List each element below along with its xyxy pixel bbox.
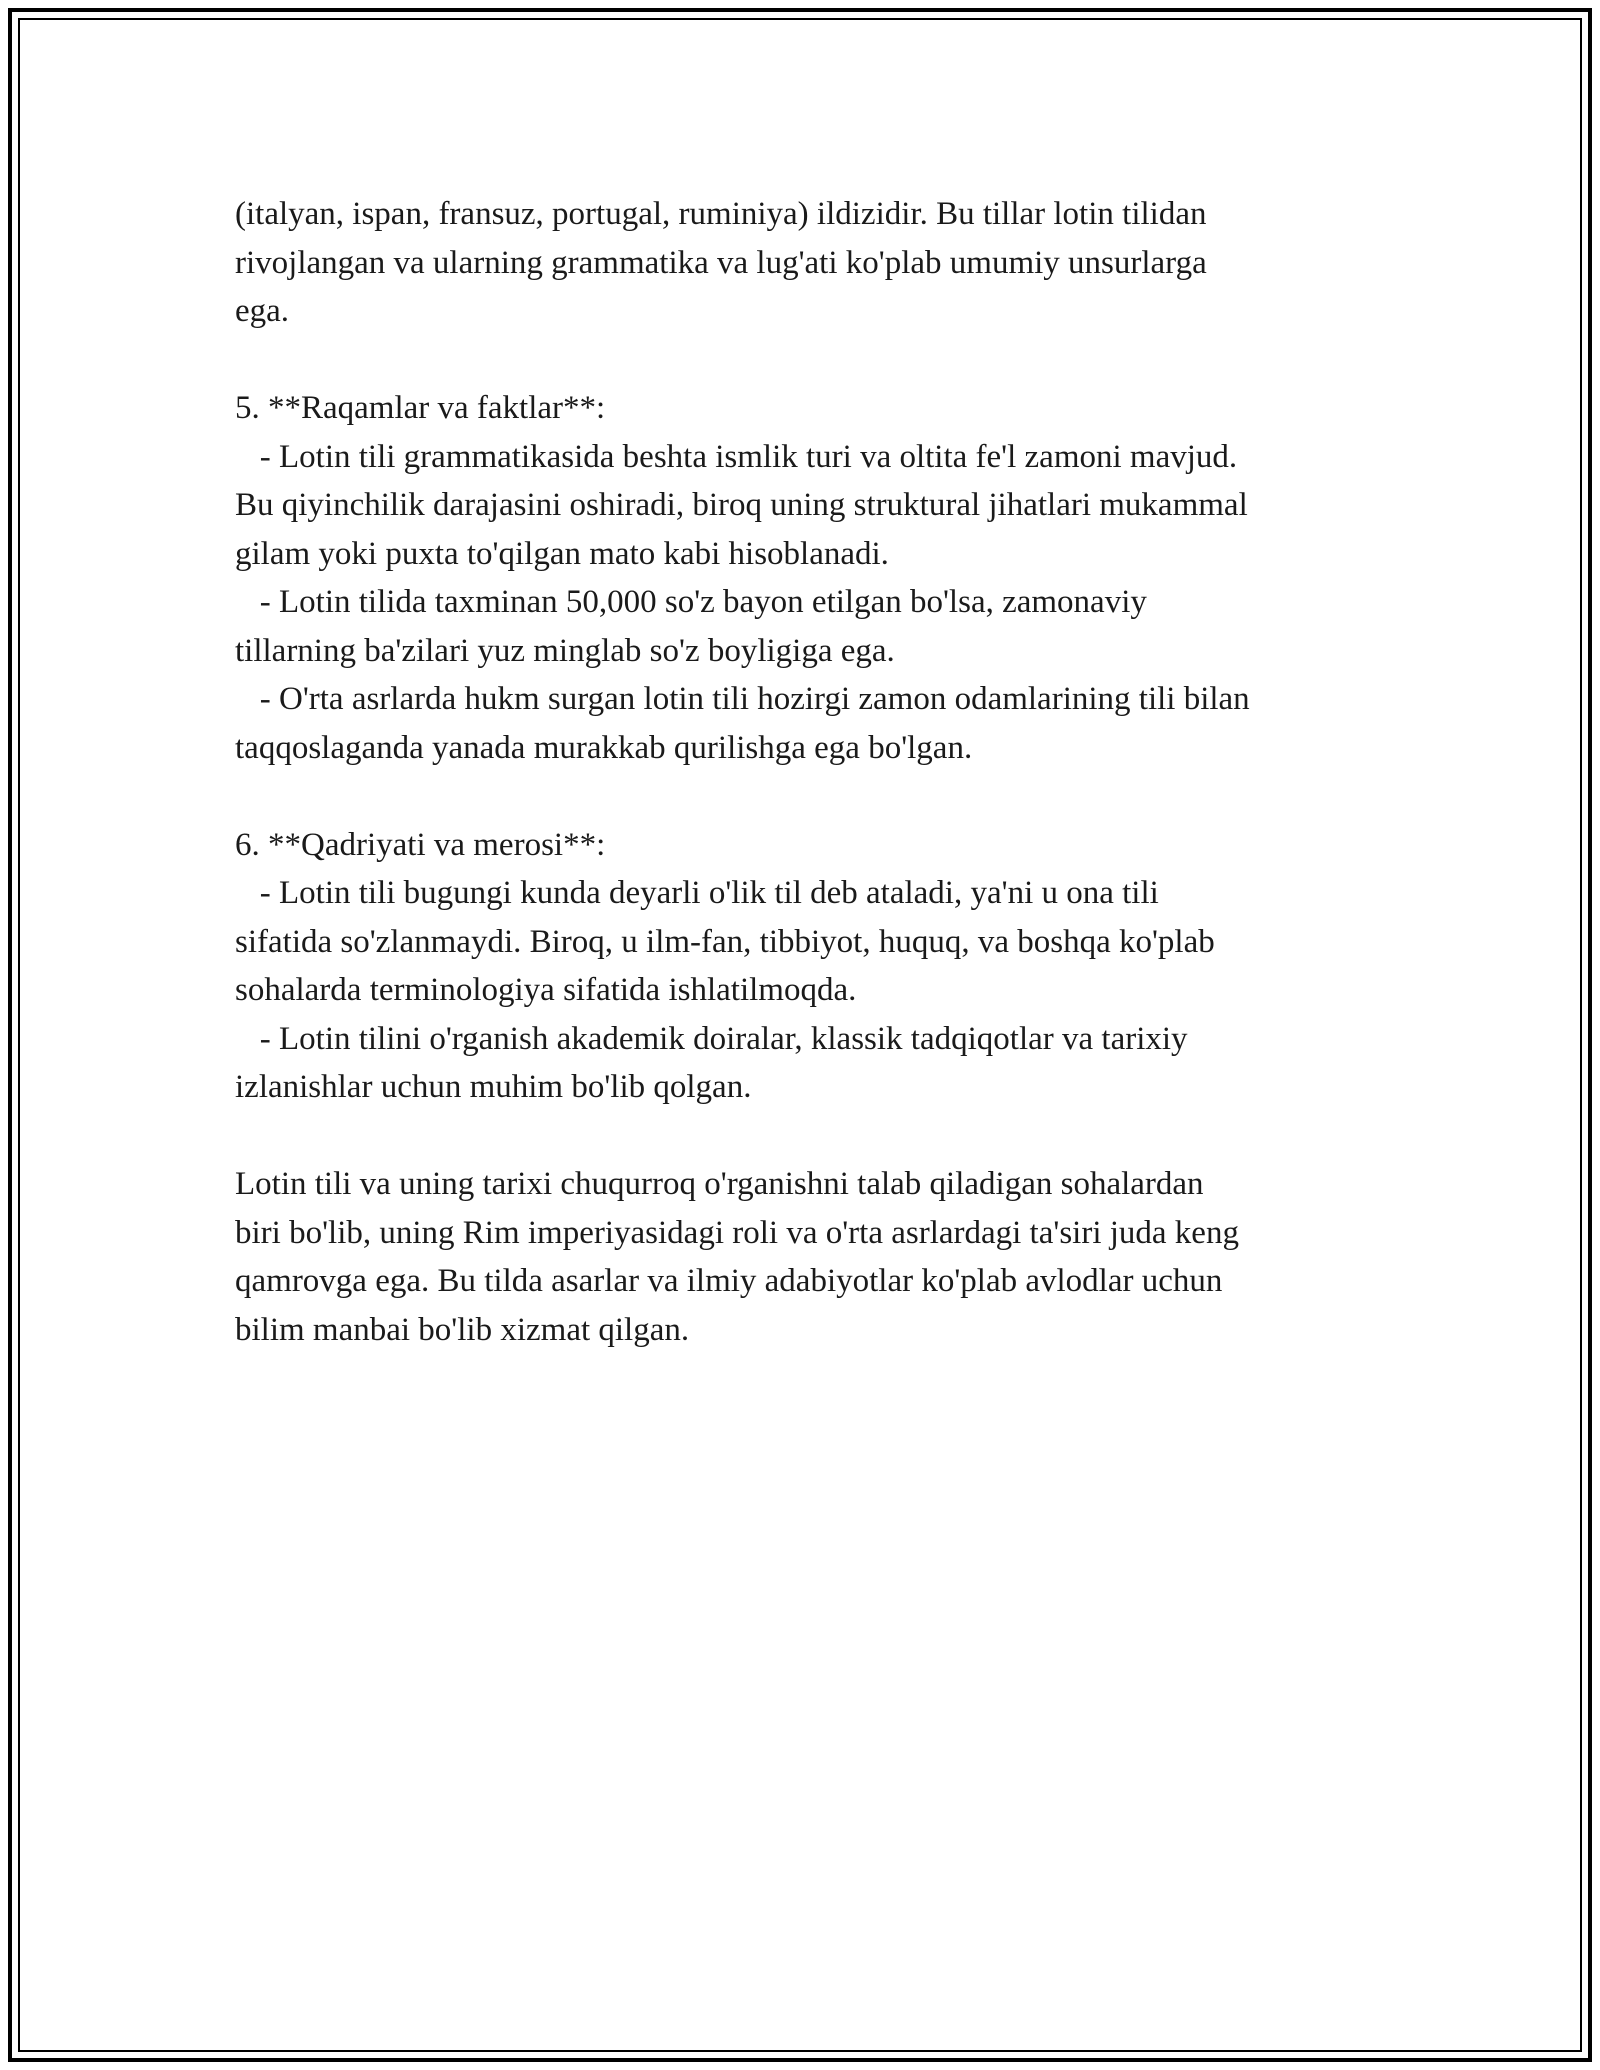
text-line: biri bo'lib, uning Rim imperiyasidagi roli va o'rta asrlardagi ta'siri juda keng [235, 1214, 1239, 1251]
text-line: 6. **Qadriyati va merosi**: [235, 826, 606, 863]
blank-line [235, 336, 1375, 385]
text-line: Bu qiyinchilik darajasini oshiradi, biroq uning struktural jihatlari mukammal [235, 487, 1248, 523]
text-line: (italyan, ispan, fransuz, portugal, ruminiya) ildizidir. Bu tillar lotin tilidan [235, 196, 1207, 232]
text-line: rivojlangan va ularning grammatika va lug'ati ko'plab umumiy unsurlarga [235, 244, 1207, 281]
text-line: - Lotin tili grammatikasida beshta ismlik turi va oltita fe'l zamoni mavjud. [235, 438, 1238, 475]
text-line: izlanishlar uchun muhim bo'lib qolgan. [235, 1069, 752, 1105]
text-line: sifatida so'zlanmaydi. Biroq, u ilm-fan, tibbiyot, huquq, va boshqa ko'plab [235, 923, 1215, 960]
text-line: sohalarda terminologiya sifatida ishlatilmoqda. [235, 972, 857, 1008]
text-line: tillarning ba'zilari yuz minglab so'z boyligiga ega. [235, 632, 895, 669]
document-body [235, 190, 1375, 1354]
text-line: bilim manbai bo'lib xizmat qilgan. [235, 1311, 690, 1348]
text-line: gilam yoki puxta to'qilgan mato kabi hisoblanadi. [235, 535, 889, 572]
text-line: ega. [235, 293, 290, 329]
text-line: - Lotin tilida taxminan 50,000 so'z bayon etilgan bo'lsa, zamonaviy [235, 584, 1147, 620]
text-line: qamrovga ega. Bu tilda asarlar va ilmiy adabiyotlar ko'plab avlodlar uchun [235, 1263, 1223, 1299]
text-line: - O'rta asrlarda hukm surgan lotin tili hozirgi zamon odamlarining tili bilan [235, 681, 1250, 717]
text-line: - Lotin tili bugungi kunda deyarli o'lik til deb ataladi, ya'ni u ona tili [235, 875, 1159, 911]
blank-line [235, 1112, 1375, 1161]
text-line: 5. **Raqamlar va faktlar**: [235, 390, 606, 426]
text-line: taqqoslaganda yanada murakkab qurilishga ega bo'lgan. [235, 729, 973, 766]
text-line: Lotin tili va uning tarixi chuqurroq o'rganishni talab qiladigan sohalardan [235, 1166, 1204, 1202]
blank-line [235, 772, 1375, 821]
text-line: - Lotin tilini o'rganish akademik doiralar, klassik tadqiqotlar va tarixiy [235, 1020, 1188, 1057]
